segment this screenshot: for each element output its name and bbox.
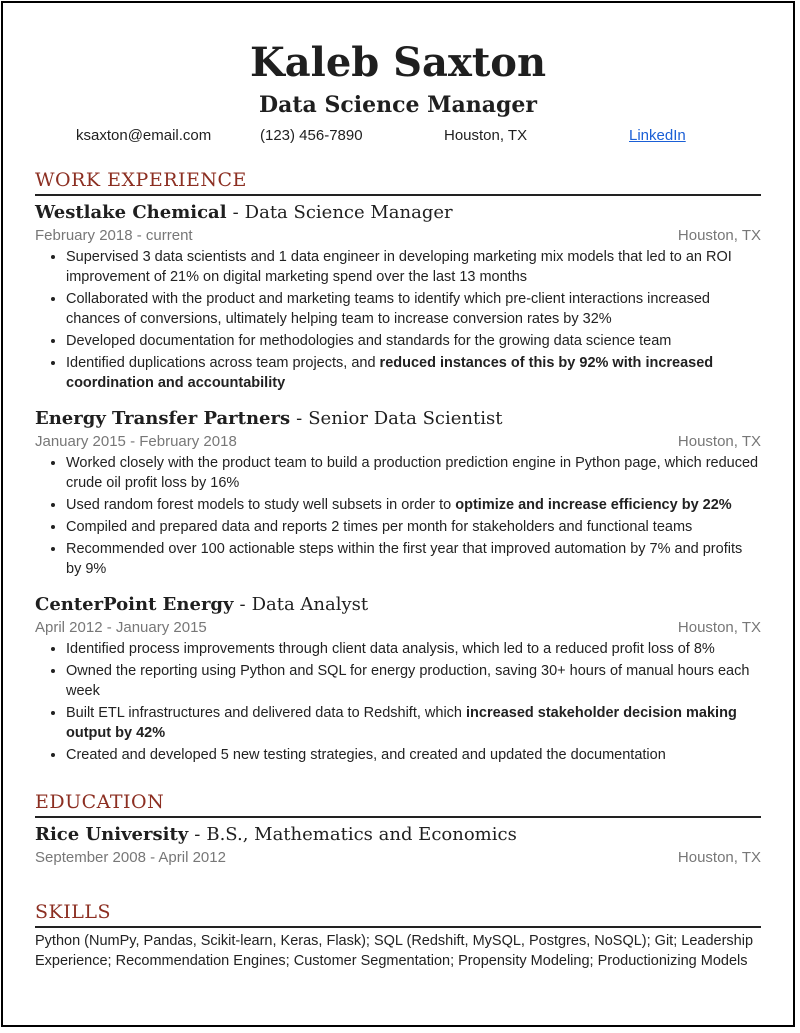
job-meta [35,431,761,453]
section-heading-work: WORK EXPERIENCE [35,167,761,196]
contact-email: ksaxton@email.com [76,127,212,144]
bullet-item: • Worked closely with the product team to build a production prediction engine in Python page, which reduced crude oil profit loss by 16% [66,453,761,493]
bullet-item: • Developed documentation for methodologies and standards for the growing data science team [66,331,761,351]
bullet-item: • Used random forest models to study well subsets in order to optimize and increase efficiency by 22% [66,495,761,515]
bullet-item: • Collaborated with the product and marketing teams to identify which pre-client interactions increased chances of conversions, ultimately helping team to increase conversion rates by 32% [66,289,761,329]
job-bullets [35,453,761,579]
work-experience-section [35,167,761,765]
bullet-item: • Built ETL infrastructures and delivered data to Redshift, which increased stakeholder decision making output by 42% [66,703,761,743]
contact-phone: (123) 456-7890 [260,127,363,144]
job-role: Senior Data Scientist [308,408,503,429]
bullet-item: • Supervised 3 data scientists and 1 data engineer in developing marketing mix models that led to an ROI improvement of 21% on digital marketing spend over the last 13 months [66,247,761,287]
education-section [35,789,761,869]
job-dates: February 2018 - current [35,227,193,244]
resume-page [1,1,795,1027]
education-meta [35,847,761,869]
job-role: Data Science Manager [244,202,453,223]
bullet-item: • Identified process improvements through client data analysis, which led to a reduced profit loss of 8% [66,639,761,659]
education-school: Rice University [35,824,189,845]
bullet-item: • Recommended over 100 actionable steps within the first year that improved automation by 7% and profits by 9% [66,539,761,579]
bullet-item: • Compiled and prepared data and reports 2 times per month for stakeholders and functional teams [66,517,761,537]
job-bullets [35,247,761,393]
job-entry [35,593,761,765]
education-dates: September 2008 - April 2012 [35,849,226,866]
job-meta [35,617,761,639]
education-degree: B.S., Mathematics and Economics [206,824,517,845]
linkedin-link[interactable]: LinkedIn [629,127,686,144]
candidate-title: Data Science Manager [259,92,537,118]
job-role: Data Analyst [251,594,369,615]
job-entry [35,407,761,579]
job-company: Westlake Chemical [35,202,227,223]
bullet-item: • Created and developed 5 new testing strategies, and created and updated the documentation [66,745,761,765]
job-location: Houston, TX [677,433,761,450]
skills-section [35,899,761,971]
section-heading-skills: SKILLS [35,899,761,928]
job-heading: CenterPoint Energy - Data Analyst [35,594,369,615]
education-entry [35,823,761,869]
section-heading-education: EDUCATION [35,789,761,818]
education-heading: Rice University - B.S., Mathematics and Economics [35,824,517,845]
job-bullets [35,639,761,765]
skills-text: Python (NumPy, Pandas, Scikit-learn, Keras, Flask); SQL (Redshift, MySQL, Postgres, NoSQL); Git; Leadership Experience; Recommendation Engines; Customer Segmentation; Propensity Modeling; Productionizing Models [35,933,754,969]
job-company: CenterPoint Energy [35,594,234,615]
job-meta [35,225,761,247]
resume-header [3,39,793,149]
job-location: Houston, TX [677,227,761,244]
contact-line [3,127,793,149]
job-heading: Energy Transfer Partners - Senior Data Scientist [35,408,503,429]
job-dates: January 2015 - February 2018 [35,433,237,450]
job-entry [35,201,761,393]
candidate-name: Kaleb Saxton [249,39,547,86]
contact-location: Houston, TX [444,127,528,144]
job-dates: April 2012 - January 2015 [35,619,207,636]
job-company: Energy Transfer Partners [35,408,291,429]
bullet-item: • Owned the reporting using Python and SQL for energy production, saving 30+ hours of manual hours each week [66,661,761,701]
bullet-item: • Identified duplications across team projects, and reduced instances of this by 92% with increased coordination and accountability [66,353,761,393]
job-heading: Westlake Chemical - Data Science Manager [35,202,453,223]
job-location: Houston, TX [677,619,761,636]
education-location: Houston, TX [677,849,761,866]
